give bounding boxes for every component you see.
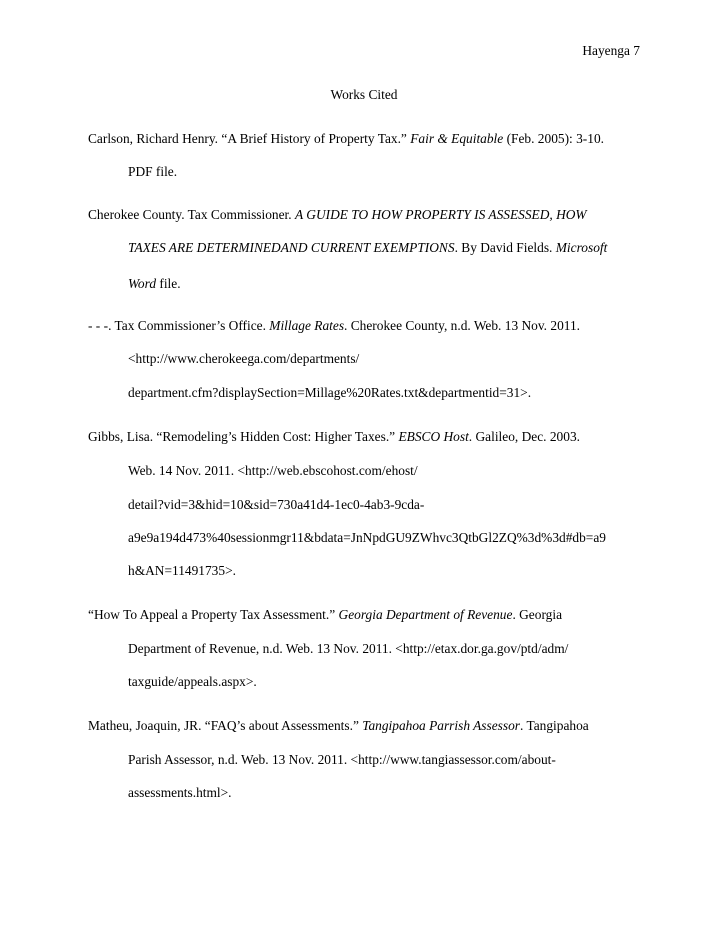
citation-matheu-line-3: assessments.html>. bbox=[128, 785, 232, 800]
citation-appeal-line-1: “How To Appeal a Property Tax Assessment.” Georgia Department of Revenue. Georgia bbox=[88, 607, 563, 622]
citation-millage-line-3: department.cfm?displaySection=Millage%20Rates.txt&departmentid=31>. bbox=[128, 385, 532, 400]
page-title: Works Cited bbox=[330, 87, 398, 102]
citation-matheu-line-2: Parish Assessor, n.d. Web. 13 Nov. 2011. <http://www.tangiassessor.com/about- bbox=[128, 752, 556, 767]
citation-cherokee-line-1: Cherokee County. Tax Commissioner. A GUIDE TO HOW PROPERTY IS ASSESSED, HOW bbox=[88, 207, 587, 222]
citation-carlson-line-2: PDF file. bbox=[128, 164, 178, 179]
citation-gibbs-line-2: Web. 14 Nov. 2011. <http://web.ebscohost.com/ehost/ bbox=[128, 463, 418, 478]
citation-carlson-line-1: Carlson, Richard Henry. “A Brief History of Property Tax.” Fair & Equitable (Feb. 2005): 3-10. bbox=[88, 131, 605, 146]
citation-millage-line-2: <http://www.cherokeega.com/departments/ bbox=[128, 351, 360, 366]
citation-gibbs-line-1: Gibbs, Lisa. “Remodeling’s Hidden Cost: Higher Taxes.” EBSCO Host. Galileo, Dec. 2003. bbox=[88, 429, 580, 444]
citation-appeal-line-3: taxguide/appeals.aspx>. bbox=[128, 674, 257, 689]
citation-cherokee-line-3: Word file. bbox=[128, 276, 181, 291]
citation-gibbs-line-5: h&AN=11491735>. bbox=[128, 563, 236, 578]
citation-cherokee-line-2: TAXES ARE DETERMINEDAND CURRENT EXEMPTIONS. By David Fields. Microsoft bbox=[128, 240, 608, 255]
citation-millage-line-1: - - -. Tax Commissioner’s Office. Millage Rates. Cherokee County, n.d. Web. 13 Nov. 2011. bbox=[88, 318, 581, 333]
citation-gibbs-line-3: detail?vid=3&hid=10&sid=730a41d4-1ec0-4ab3-9cda- bbox=[128, 497, 425, 512]
citation-matheu-line-1: Matheu, Joaquin, JR. “FAQ’s about Assessments.” Tangipahoa Parrish Assessor. Tangipahoa bbox=[88, 718, 589, 733]
citation-appeal-line-2: Department of Revenue, n.d. Web. 13 Nov. 2011. <http://etax.dor.ga.gov/ptd/adm/ bbox=[128, 641, 569, 656]
citation-gibbs-line-4: a9e9a194d473%40sessionmgr11&bdata=JnNpdGU9ZWhvc3QtbGl2ZQ%3d%3d#db=a9 bbox=[128, 530, 606, 545]
running-head: Hayenga 7 bbox=[582, 43, 640, 58]
